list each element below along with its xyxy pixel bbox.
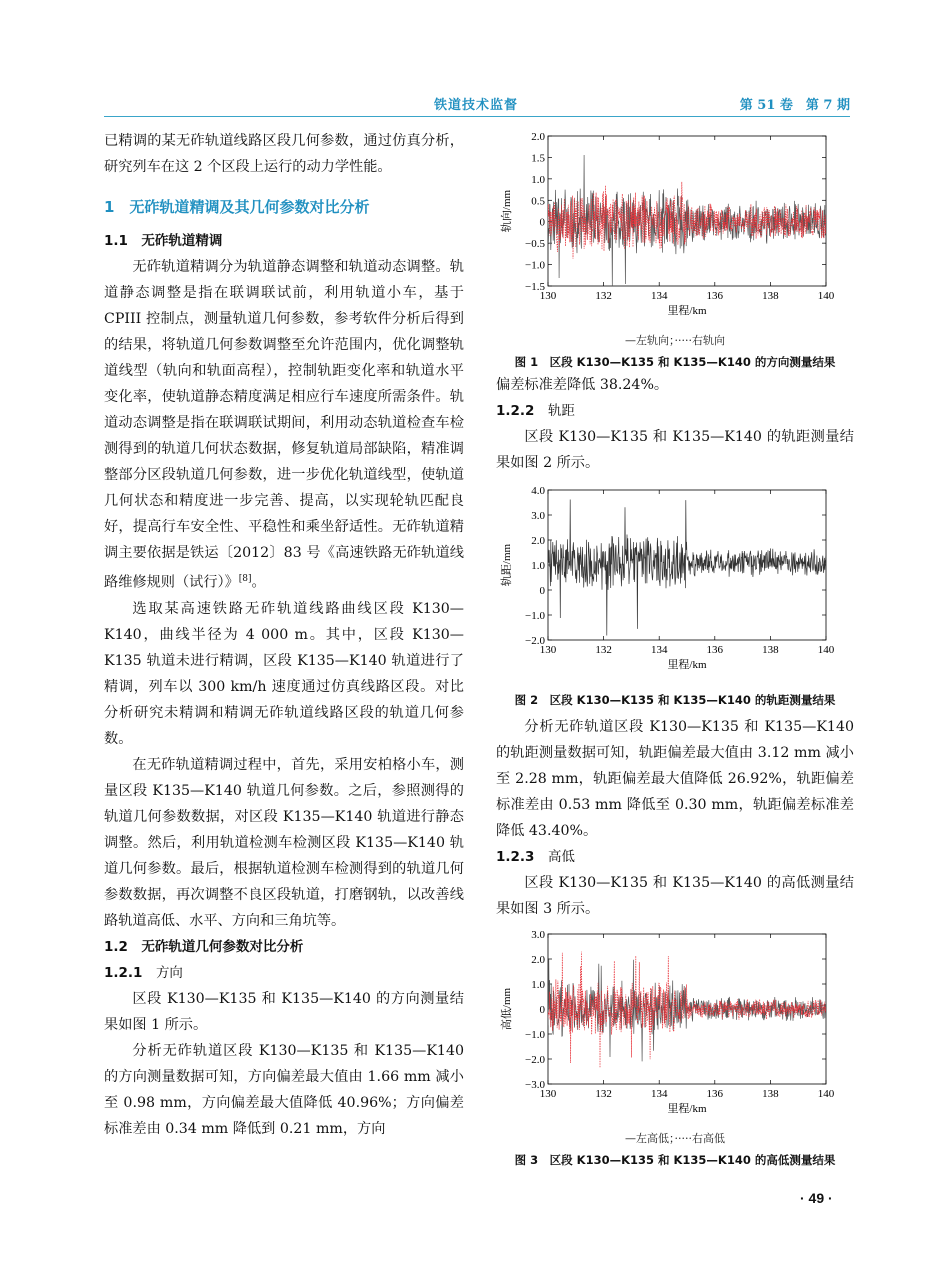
chart-elevation xyxy=(496,926,854,1126)
x-tick-label: 140 xyxy=(817,290,835,302)
figure-3 xyxy=(496,926,854,1168)
x-tick-label: 136 xyxy=(706,644,724,656)
x-tick-label: 130 xyxy=(539,644,557,656)
x-axis-label: 里程/km xyxy=(667,305,707,317)
paragraph: 区段 K130—K135 和 K135—K140 的高低测量结果如图 3 所示。 xyxy=(496,875,854,917)
paragraph: 无砟轨道精调分为轨道静态调整和轨道动态调整。轨道静态调整是指在联调联试前，利用轨道小车，基于 CPIII 控制点，测量轨道几何参数，参考软件分析后得到的结果，将轨道几何参数调整至允许范围内，优化调整轨道线型（轨向和轨面高程），控制轨距变化率和轨道水平变化率，使轨道静态精度满足相应行车速度所需条件。轨道动态调整是指在联调联试期间，利用动态轨道检查车检测得到的轨道几何状态数据，修复轨道局部缺陷，精准调整部分区段轨道几何参数，进一步优化轨道线型，使轨道几何状态和精度进一步完善、提高，以实现轮轨匹配良好，提高行车安全性、平稳性和乘坐舒适性。无砟轨道精调主要依据是铁运〔2012〕83 号《高速铁路无砟轨道线路维修规则（试行）》[8]。 xyxy=(104,259,464,591)
paragraph: 分析无砟轨道区段 K130—K135 和 K135—K140 的轨距测量数据可知，轨距偏差最大值由 3.12 mm 减小至 2.28 mm，轨距偏差最大值降低 26.92%，轨距偏差标准差由 0.53 mm 降低至 0.30 mm，轨距偏差标准差降低 43.40%。 xyxy=(496,719,854,839)
citation: [8] xyxy=(238,574,252,584)
subsection-heading: 1.2 无砟轨道几何参数对比分析 xyxy=(104,938,304,955)
chart-gauge xyxy=(496,482,854,682)
y-tick-label: −0.5 xyxy=(525,238,545,251)
x-tick-label: 134 xyxy=(650,290,668,302)
y-tick-label: 1.0 xyxy=(531,560,545,572)
x-tick-label: 138 xyxy=(762,644,779,656)
y-tick-label: 2.0 xyxy=(531,131,545,143)
x-tick-label: 132 xyxy=(595,644,612,656)
y-tick-label: 2.0 xyxy=(531,535,545,547)
paragraph: 在无砟轨道精调过程中，首先，采用安柏格小车，测量区段 K135—K140 轨道几何参数。之后，参照测得的轨道几何参数数据，对区段 K135—K140 轨道进行静态调整。然后，利用轨道检测车检测区段 K135—K140 轨道几何参数。最后，根据轨道检测车检测得到的轨道几何参数数据，再次调整不良区段轨道，打磨钢轨，以改善线路轨道高低、水平、方向和三角坑等。 xyxy=(104,756,464,929)
figure-caption: 图 3 区段 K130—K135 和 K135—K140 的高低测量结果 xyxy=(514,1153,836,1167)
x-tick-label: 132 xyxy=(595,1088,612,1100)
right-column-top xyxy=(496,372,854,476)
x-tick-label: 136 xyxy=(706,290,724,302)
figure-caption: 图 2 区段 K130—K135 和 K135—K140 的轨距测量结果 xyxy=(514,693,836,707)
journal-name: 铁道技术监督 xyxy=(434,98,519,113)
x-tick-label: 130 xyxy=(539,290,557,302)
y-axis-label: 轨向/mm xyxy=(501,189,513,233)
subsubsection-heading: 1.2.3 高低 xyxy=(496,849,575,865)
x-tick-label: 132 xyxy=(595,290,612,302)
subsubsection-heading: 1.2.1 方向 xyxy=(104,964,183,981)
paragraph: 区段 K130—K135 和 K135—K140 的方向测量结果如图 1 所示。 xyxy=(104,990,464,1033)
running-header xyxy=(104,94,850,117)
figure-2 xyxy=(496,482,854,708)
paragraph: 偏差标准差降低 38.24%。 xyxy=(496,377,669,393)
x-tick-label: 138 xyxy=(762,290,779,302)
y-tick-label: 1.0 xyxy=(531,979,545,991)
y-tick-label: −1.5 xyxy=(525,281,545,293)
x-tick-label: 140 xyxy=(817,644,835,656)
x-tick-label: 136 xyxy=(706,1088,724,1100)
figure-caption: 图 1 区段 K130—K135 和 K135—K140 的方向测量结果 xyxy=(514,355,836,369)
right-column-middle xyxy=(496,714,854,922)
chart-direction xyxy=(496,128,854,328)
left-column xyxy=(104,128,464,1142)
subsubsection-heading: 1.2.2 轨距 xyxy=(496,403,575,419)
section-heading: 1 无砟轨道精调及其几何参数对比分析 xyxy=(104,198,370,216)
paragraph: 选取某高速铁路无砟轨道线路曲线区段 K130—K140，曲线半径为 4 000 m。其中，区段 K130—K135 轨道未进行精调，区段 K135—K140 轨道进行了精调，列车以 300 km/h 速度通过仿真线路区段。对比分析研究未精调和精调无砟轨道线路区段的轨道几何参数。 xyxy=(104,600,464,747)
x-axis-label: 里程/km xyxy=(667,659,707,671)
y-tick-label: −1.0 xyxy=(525,1029,545,1041)
x-tick-label: 134 xyxy=(650,644,668,656)
y-tick-label: −1.0 xyxy=(525,610,545,622)
y-tick-label: 1.0 xyxy=(531,173,545,186)
y-tick-label: 1.5 xyxy=(531,152,545,165)
x-tick-label: 140 xyxy=(817,1088,835,1100)
y-tick-label: 3.0 xyxy=(531,929,545,941)
y-tick-label: 0 xyxy=(539,1004,545,1016)
y-axis-label: 高低/mm xyxy=(501,987,513,1031)
x-tick-label: 138 xyxy=(762,1088,779,1100)
y-tick-label: 3.0 xyxy=(531,510,545,522)
chart-legend: —左轨向；·····右轨向 xyxy=(625,334,725,347)
chart-legend: —左高低；·····右高低 xyxy=(625,1132,725,1145)
y-tick-label: 2.0 xyxy=(531,954,545,966)
y-tick-label: 4.0 xyxy=(531,485,545,497)
y-tick-label: 0.5 xyxy=(531,195,545,208)
y-tick-label: −2.0 xyxy=(525,635,545,647)
y-tick-label: −3.0 xyxy=(525,1079,545,1091)
figure-1 xyxy=(496,128,854,370)
paragraph: 已精调的某无砟轨道线路区段几何参数，通过仿真分析，研究列车在这 2 个区段上运行的动力学性能。 xyxy=(104,133,464,175)
paragraph: 区段 K130—K135 和 K135—K140 的轨距测量结果如图 2 所示。 xyxy=(496,429,854,471)
page-number: · 49 · xyxy=(800,1190,833,1206)
y-axis-label: 轨距/mm xyxy=(501,543,513,587)
x-tick-label: 130 xyxy=(539,1088,557,1100)
x-axis-label: 里程/km xyxy=(667,1103,707,1115)
issue-info: 第 51 卷 第 7 期 xyxy=(739,98,850,113)
y-tick-label: 0 xyxy=(539,216,545,229)
y-tick-label: 0 xyxy=(539,585,545,597)
y-tick-label: −2.0 xyxy=(525,1054,545,1066)
x-tick-label: 134 xyxy=(650,1088,668,1100)
paragraph: 分析无砟轨道区段 K130—K135 和 K135—K140 的方向测量数据可知，方向偏差最大值由 1.66 mm 减小至 0.98 mm，方向偏差最大值降低 40.96%；方向偏差标准差由 0.34 mm 降低到 0.21 mm，方向 xyxy=(104,1042,464,1137)
y-tick-label: −1.0 xyxy=(525,259,545,272)
subsection-heading: 1.1 无砟轨道精调 xyxy=(104,233,223,249)
